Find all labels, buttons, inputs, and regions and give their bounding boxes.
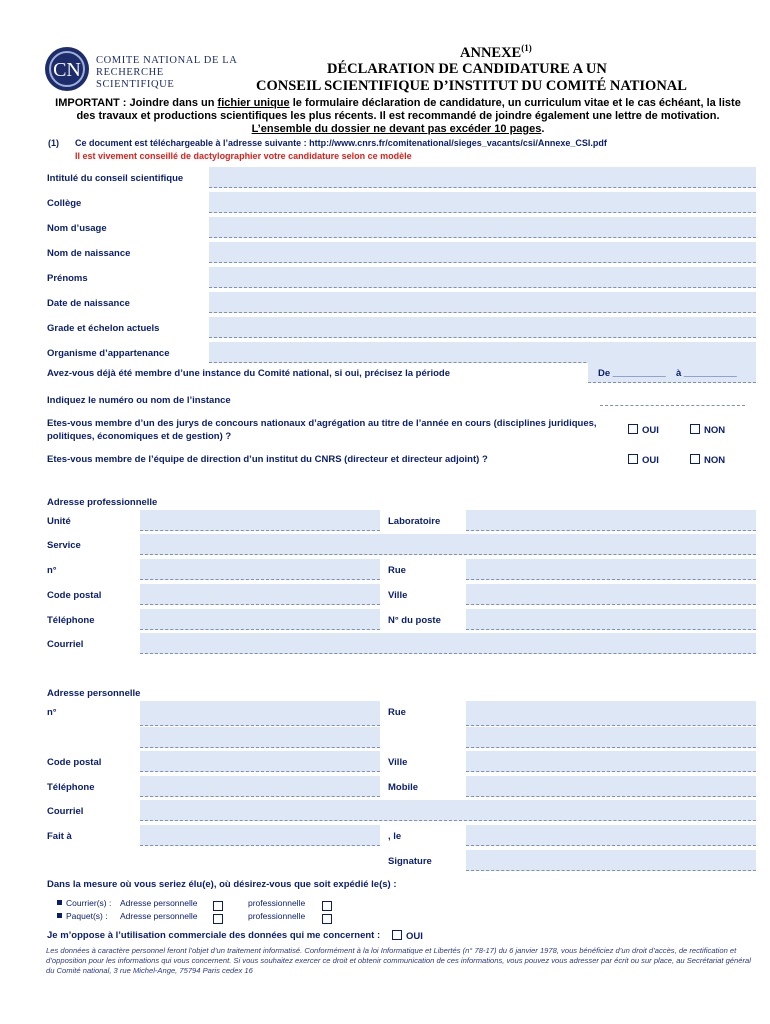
instance-number-field[interactable] [600,405,745,406]
courrier-row: Courrier(s) : [57,898,111,908]
pro-address-heading: Adresse professionnelle [47,497,158,508]
field-input[interactable] [209,242,756,263]
date-le-label: , le [388,831,402,842]
field-input[interactable] [209,292,756,313]
pro-code-postal-field[interactable] [140,584,380,605]
field-label: Collège [47,198,82,209]
instance-number-label: Indiquez le numéro ou nom de l’instance [47,395,231,406]
fait-a-label: Fait à [47,831,72,842]
direction-non-checkbox[interactable]: NON [690,454,725,466]
logo-line-2: RECHERCHE SCIENTIFIQUE [96,67,175,90]
perso-code-postal-label: Code postal [47,757,102,768]
checkbox-icon [690,424,700,434]
logo-line-1: COMITE NATIONAL DE LA [96,55,238,66]
bullet-icon [57,913,62,918]
pro-numero-label: n° [47,565,57,576]
field-input[interactable] [209,192,756,213]
paquet-pro-checkbox[interactable] [322,910,336,928]
field-label: Date de naissance [47,298,130,309]
opposition-oui-checkbox[interactable]: OUI [392,930,423,942]
title-line-2: CONSEIL SCIENTIFIQUE D’INSTITUT DU COMITÉ NATIONAL [256,78,687,94]
pro-code-postal-label: Code postal [47,590,102,601]
opposition-text: Je m’oppose à l’utilisation commerciale des données qui me concernent : [47,930,381,941]
checkbox-icon [392,930,402,940]
pro-courriel-label: Courriel [47,639,84,650]
pro-courriel-field[interactable] [140,633,756,654]
field-label: Nom d’usage [47,223,107,234]
perso-numero-field[interactable] [140,701,380,726]
pro-telephone-label: Téléphone [47,615,95,626]
perso-courriel-label: Courriel [47,806,84,817]
pro-rue-field[interactable] [466,559,756,580]
legal-notice: Les données à caractère personnel feront l’objet d’un traitement informatisé. Conformément à la loi Informatique et Libertés (n° 78-17) du 6 janvier 1978, vous bénéficiez d’un droit d’accès, de rectification et d’opposition pour les informations qui vous concernent. Si vous souhaitez exercer ce droit et obtenir communication de ces informations, vous pouvez vous adresser par écrit ou sur place, au Secrétariat général du Comité national, 3 rue Michel-Ange, 75794 Paris cedex 16 [46,946,751,975]
mobile-label: Mobile [388,782,419,793]
pro-rue-label: Rue [388,565,406,576]
cnrs-logo-icon [44,46,90,92]
annexe-title: ANNEXE$^{(1)}$ [460,43,532,61]
bullet-icon [57,900,62,905]
signature-label: Signature [388,856,432,867]
fait-a-field[interactable] [140,825,380,846]
logo [44,46,244,94]
perso-ville-field[interactable] [466,751,756,772]
field-label: Grade et échelon actuels [47,323,160,334]
perso-address-heading: Adresse personnelle [47,688,141,699]
field-label: Intitulé du conseil scientifique [47,173,184,184]
important-notice: IMPORTANT : Joindre dans un fichier unique le formulaire déclaration de candidature, un curriculum vitae et le cas échéant, la liste des travaux et productions scientifiques les plus récents. Il est recommandé de joindre également une lettre de motivation. L’ensemble du dossier ne devant pas excéder 10 pages. [55,97,741,135]
checkbox-icon [628,454,638,464]
checkbox-icon [628,424,638,434]
field-input[interactable] [209,317,756,338]
poste-field[interactable] [466,609,756,630]
checkbox-icon [213,914,223,924]
jury-question-line1: Etes-vous membre d’un des jurys de concours nationaux d’agrégation au titre de l’année en cours (disciplines juridiques, [47,418,597,429]
perso-telephone-field[interactable] [140,776,380,797]
perso-courriel-field[interactable] [140,800,756,821]
field-label: Nom de naissance [47,248,131,259]
laboratoire-label: Laboratoire [388,516,441,527]
service-label: Service [47,540,81,551]
jury-oui-checkbox[interactable]: OUI [628,424,659,436]
perso-rue-field-2[interactable] [466,727,756,748]
typing-advice: Il est vivement conseillé de dactylographier votre candidature selon ce modèle [75,151,412,161]
period-to: à __________ [676,368,737,379]
mobile-field[interactable] [466,776,756,797]
perso-rue-field[interactable] [466,701,756,726]
title-line-1: DÉCLARATION DE CANDIDATURE A UN [327,61,607,77]
download-note: Ce document est téléchargeable à l’adresse suivante : http://www.cnrs.fr/comitenational/sieges_vacants/csi/Annexe_CSI.pdf [75,138,607,148]
note-marker: (1) [48,138,59,148]
pro-ville-field[interactable] [466,584,756,605]
courrier-pro-label: professionnelle [248,898,306,908]
perso-code-postal-field[interactable] [140,751,380,772]
instance-question: Avez-vous déjà été membre d’une instance du Comité national, si oui, précisez la période [47,368,450,379]
paquet-row: Paquet(s) : [57,911,108,921]
checkbox-icon [690,454,700,464]
paquet-perso-label: Adresse personnelle [120,911,198,921]
field-label: Organisme d’appartenance [47,348,170,359]
courrier-perso-label: Adresse personnelle [120,898,198,908]
perso-telephone-label: Téléphone [47,782,95,793]
perso-rue-label: Rue [388,707,406,718]
pro-numero-field[interactable] [140,559,380,580]
pro-ville-label: Ville [388,590,408,601]
direction-question: Etes-vous membre de l’équipe de direction d’un institut du CNRS (directeur et directeur adjoint) ? [47,454,488,465]
signature-field[interactable] [466,850,756,871]
perso-numero-field-2[interactable] [140,727,380,748]
unite-label: Unité [47,516,71,527]
direction-oui-checkbox[interactable]: OUI [628,454,659,466]
service-field[interactable] [140,534,756,555]
perso-numero-label: n° [47,707,57,718]
jury-non-checkbox[interactable]: NON [690,424,725,436]
field-input[interactable] [209,267,756,288]
field-input[interactable] [209,217,756,238]
unite-field[interactable] [140,510,380,531]
svg-text:CN: CN [53,59,81,81]
field-input[interactable] [209,342,756,363]
expedition-question: Dans la mesure où vous seriez élu(e), où désirez-vous que soit expédié le(s) : [47,879,397,890]
field-label: Prénoms [47,273,88,284]
perso-ville-label: Ville [388,757,408,768]
paquet-perso-checkbox[interactable] [213,910,227,928]
jury-question-line2: politiques, économiques et de gestion) ? [47,431,232,442]
poste-label: N° du poste [388,615,441,626]
date-field[interactable] [466,825,756,846]
pro-telephone-field[interactable] [140,609,380,630]
period-from: De __________ [598,368,666,379]
laboratoire-field[interactable] [466,510,756,531]
checkbox-icon [322,914,332,924]
field-input[interactable] [209,167,756,188]
paquet-pro-label: professionnelle [248,911,306,921]
